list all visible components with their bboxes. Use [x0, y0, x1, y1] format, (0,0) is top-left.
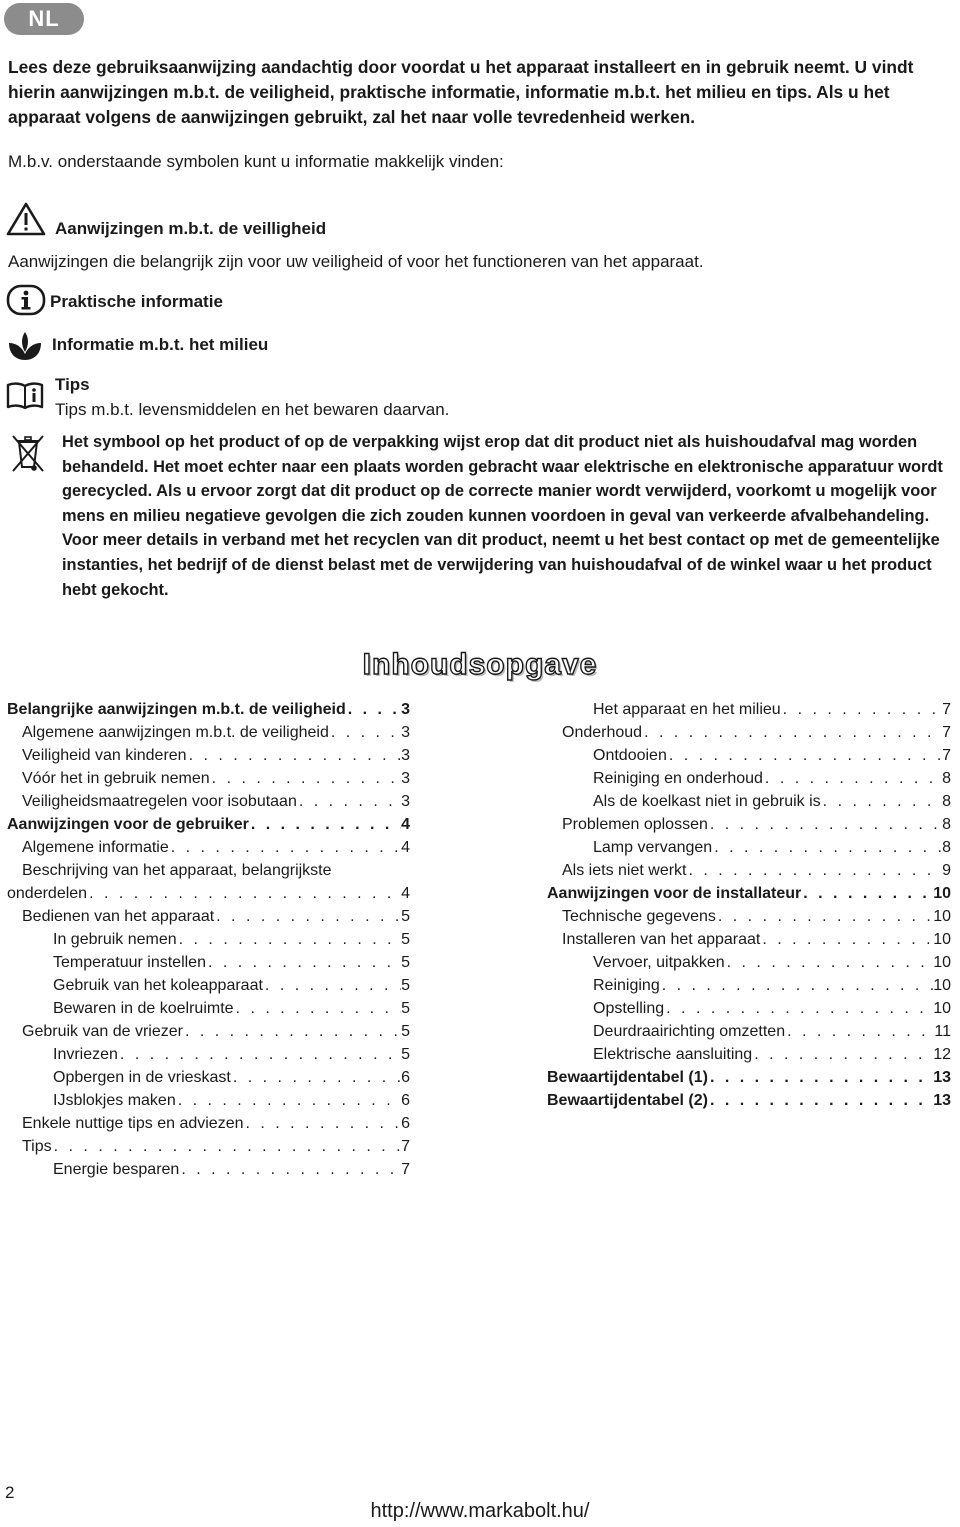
page-number: 2: [5, 1483, 15, 1502]
toc-entry[interactable]: IJsblokjes maken . . . 6: [7, 1090, 410, 1113]
book-info-icon: [5, 381, 45, 411]
toc-left-column: [7, 699, 410, 1182]
intro-paragraph: Lees deze gebruiksaanwijzing aandachtig door voordat u het apparaat installeert en in gebruik neemt. U vindt hierin aanwijzingen m.b.t. de veiligheid, praktische informatie, informatie m.b.t. het milieu en tips. Als u het apparaat volgens de aanwijzingen gebruikt, zal het naar volle tevredenheid werken.: [8, 57, 914, 127]
info-symbol-title: Praktische informatie: [50, 292, 223, 311]
toc-entry[interactable]: Aanwijzingen voor de gebruiker . . . 4: [7, 814, 410, 837]
toc-entry[interactable]: Bedienen van het apparaat . . . 5: [7, 906, 410, 929]
toc-entry[interactable]: Opbergen in de vrieskast . . . 6: [7, 1067, 410, 1090]
toc-entry[interactable]: Algemene informatie . . . 4: [7, 837, 410, 860]
toc-right-column: [547, 699, 951, 1113]
toc-entry[interactable]: Deurdraairichting omzetten . . . 11: [547, 1021, 951, 1044]
toc-entry[interactable]: Het apparaat en het milieu . . . 7: [547, 699, 951, 722]
toc-entry[interactable]: Enkele nuttige tips en adviezen . . . 6: [7, 1113, 410, 1136]
toc-entry[interactable]: Energie besparen . . . 7: [7, 1159, 410, 1182]
footer-url[interactable]: http://www.markabolt.hu/: [370, 1500, 590, 1522]
toc-entry[interactable]: Elektrische aansluiting . . . 12: [547, 1044, 951, 1067]
safety-symbol-title: Aanwijzingen m.b.t. de veilligheid: [55, 219, 327, 238]
toc-entry[interactable]: Technische gegevens . . . 10: [547, 906, 951, 929]
toc-entry[interactable]: Veiligheidsmaatregelen voor isobutaan . . . 3: [7, 791, 410, 814]
environment-symbol-title: Informatie m.b.t. het milieu: [52, 335, 269, 354]
toc-entry[interactable]: Opstelling . . . 10: [547, 998, 951, 1021]
toc-entry[interactable]: Installeren van het apparaat . . . 10: [547, 929, 951, 952]
toc-entry[interactable]: Gebruik van de vriezer . . . 5: [7, 1021, 410, 1044]
toc-entry[interactable]: Belangrijke aanwijzingen m.b.t. de veiligheid . . . 3: [7, 699, 410, 722]
crossed-bin-icon: [10, 433, 46, 473]
toc-entry[interactable]: Reiniging en onderhoud . . . 8: [547, 768, 951, 791]
toc-entry[interactable]: Gebruik van het koleapparaat . . . 5: [7, 975, 410, 998]
toc-entry[interactable]: In gebruik nemen . . . 5: [7, 929, 410, 952]
toc-entry[interactable]: Ontdooien . . . 7: [547, 745, 951, 768]
warning-triangle-icon: [6, 201, 46, 237]
toc-entry[interactable]: Temperatuur instellen . . . 5: [7, 952, 410, 975]
toc-entry[interactable]: onderdelen . . . 4: [7, 883, 410, 906]
toc-entry[interactable]: Bewaartijdentabel (1) . . . 13: [547, 1067, 951, 1090]
toc-entry[interactable]: Bewaartijdentabel (2) . . . 13: [547, 1090, 951, 1113]
toc-entry[interactable]: Onderhoud . . . 7: [547, 722, 951, 745]
toc-entry[interactable]: Aanwijzingen voor de installateur . . . 10: [547, 883, 951, 906]
toc-entry[interactable]: Vervoer, uitpakken . . . 10: [547, 952, 951, 975]
toc-entry[interactable]: Problemen oplossen . . . 8: [547, 814, 951, 837]
info-icon: [6, 284, 46, 316]
toc-title: Inhoudsopgave: [362, 648, 598, 681]
toc-entry-line1[interactable]: Beschrijving van het apparaat, belangrijkste: [22, 862, 332, 879]
toc-entry[interactable]: Algemene aanwijzingen m.b.t. de veiligheid . . . 3: [7, 722, 410, 745]
language-badge: NL: [4, 3, 84, 35]
tips-symbol-title: Tips: [55, 375, 90, 394]
disposal-notice: Het symbool op het product of op de verpakking wijst erop dat dit product niet als huishoudafval mag worden behandeld. Het moet echter naar een plaats worden gebracht waar elektrische en elektronische apparatuur wordt gerecycled. Als u ervoor zorgt dat dit product op de correcte manier wordt verwijderd, voorkomt u mogelijk voor mens en milieu negatieve gevolgen die zich zouden kunnen voordoen in geval van verkeerde afvalbehandeling. Voor meer details in verband met het recyclen van dit product, neemt u het best contact op met de gemeentelijke instanties, het bedrijf of de dienst belast met de verwijdering van huishoudafval of de winkel waar u het product hebt gekocht.: [62, 433, 943, 599]
toc-entry[interactable]: Invriezen . . . 5: [7, 1044, 410, 1067]
toc-entry[interactable]: Vóór het in gebruik nemen . . . 3: [7, 768, 410, 791]
tips-symbol-description: Tips m.b.t. levensmiddelen en het bewaren daarvan.: [55, 400, 450, 419]
toc-entry[interactable]: Veiligheid van kinderen . . . 3: [7, 745, 410, 768]
symbols-intro: M.b.v. onderstaande symbolen kunt u informatie makkelijk vinden:: [8, 152, 504, 171]
toc-entry[interactable]: Tips . . . 7: [7, 1136, 410, 1159]
toc-entry[interactable]: Bewaren in de koelruimte . . . 5: [7, 998, 410, 1021]
safety-symbol-description: Aanwijzingen die belangrijk zijn voor uw veiligheid of voor het functioneren van het apparaat.: [8, 252, 704, 271]
toc-entry[interactable]: Lamp vervangen . . . 8: [547, 837, 951, 860]
toc-entry[interactable]: Als de koelkast niet in gebruik is . . . 8: [547, 791, 951, 814]
toc-entry[interactable]: Als iets niet werkt . . . 9: [547, 860, 951, 883]
leaf-icon: [6, 330, 44, 362]
toc-entry[interactable]: Reiniging . . . 10: [547, 975, 951, 998]
